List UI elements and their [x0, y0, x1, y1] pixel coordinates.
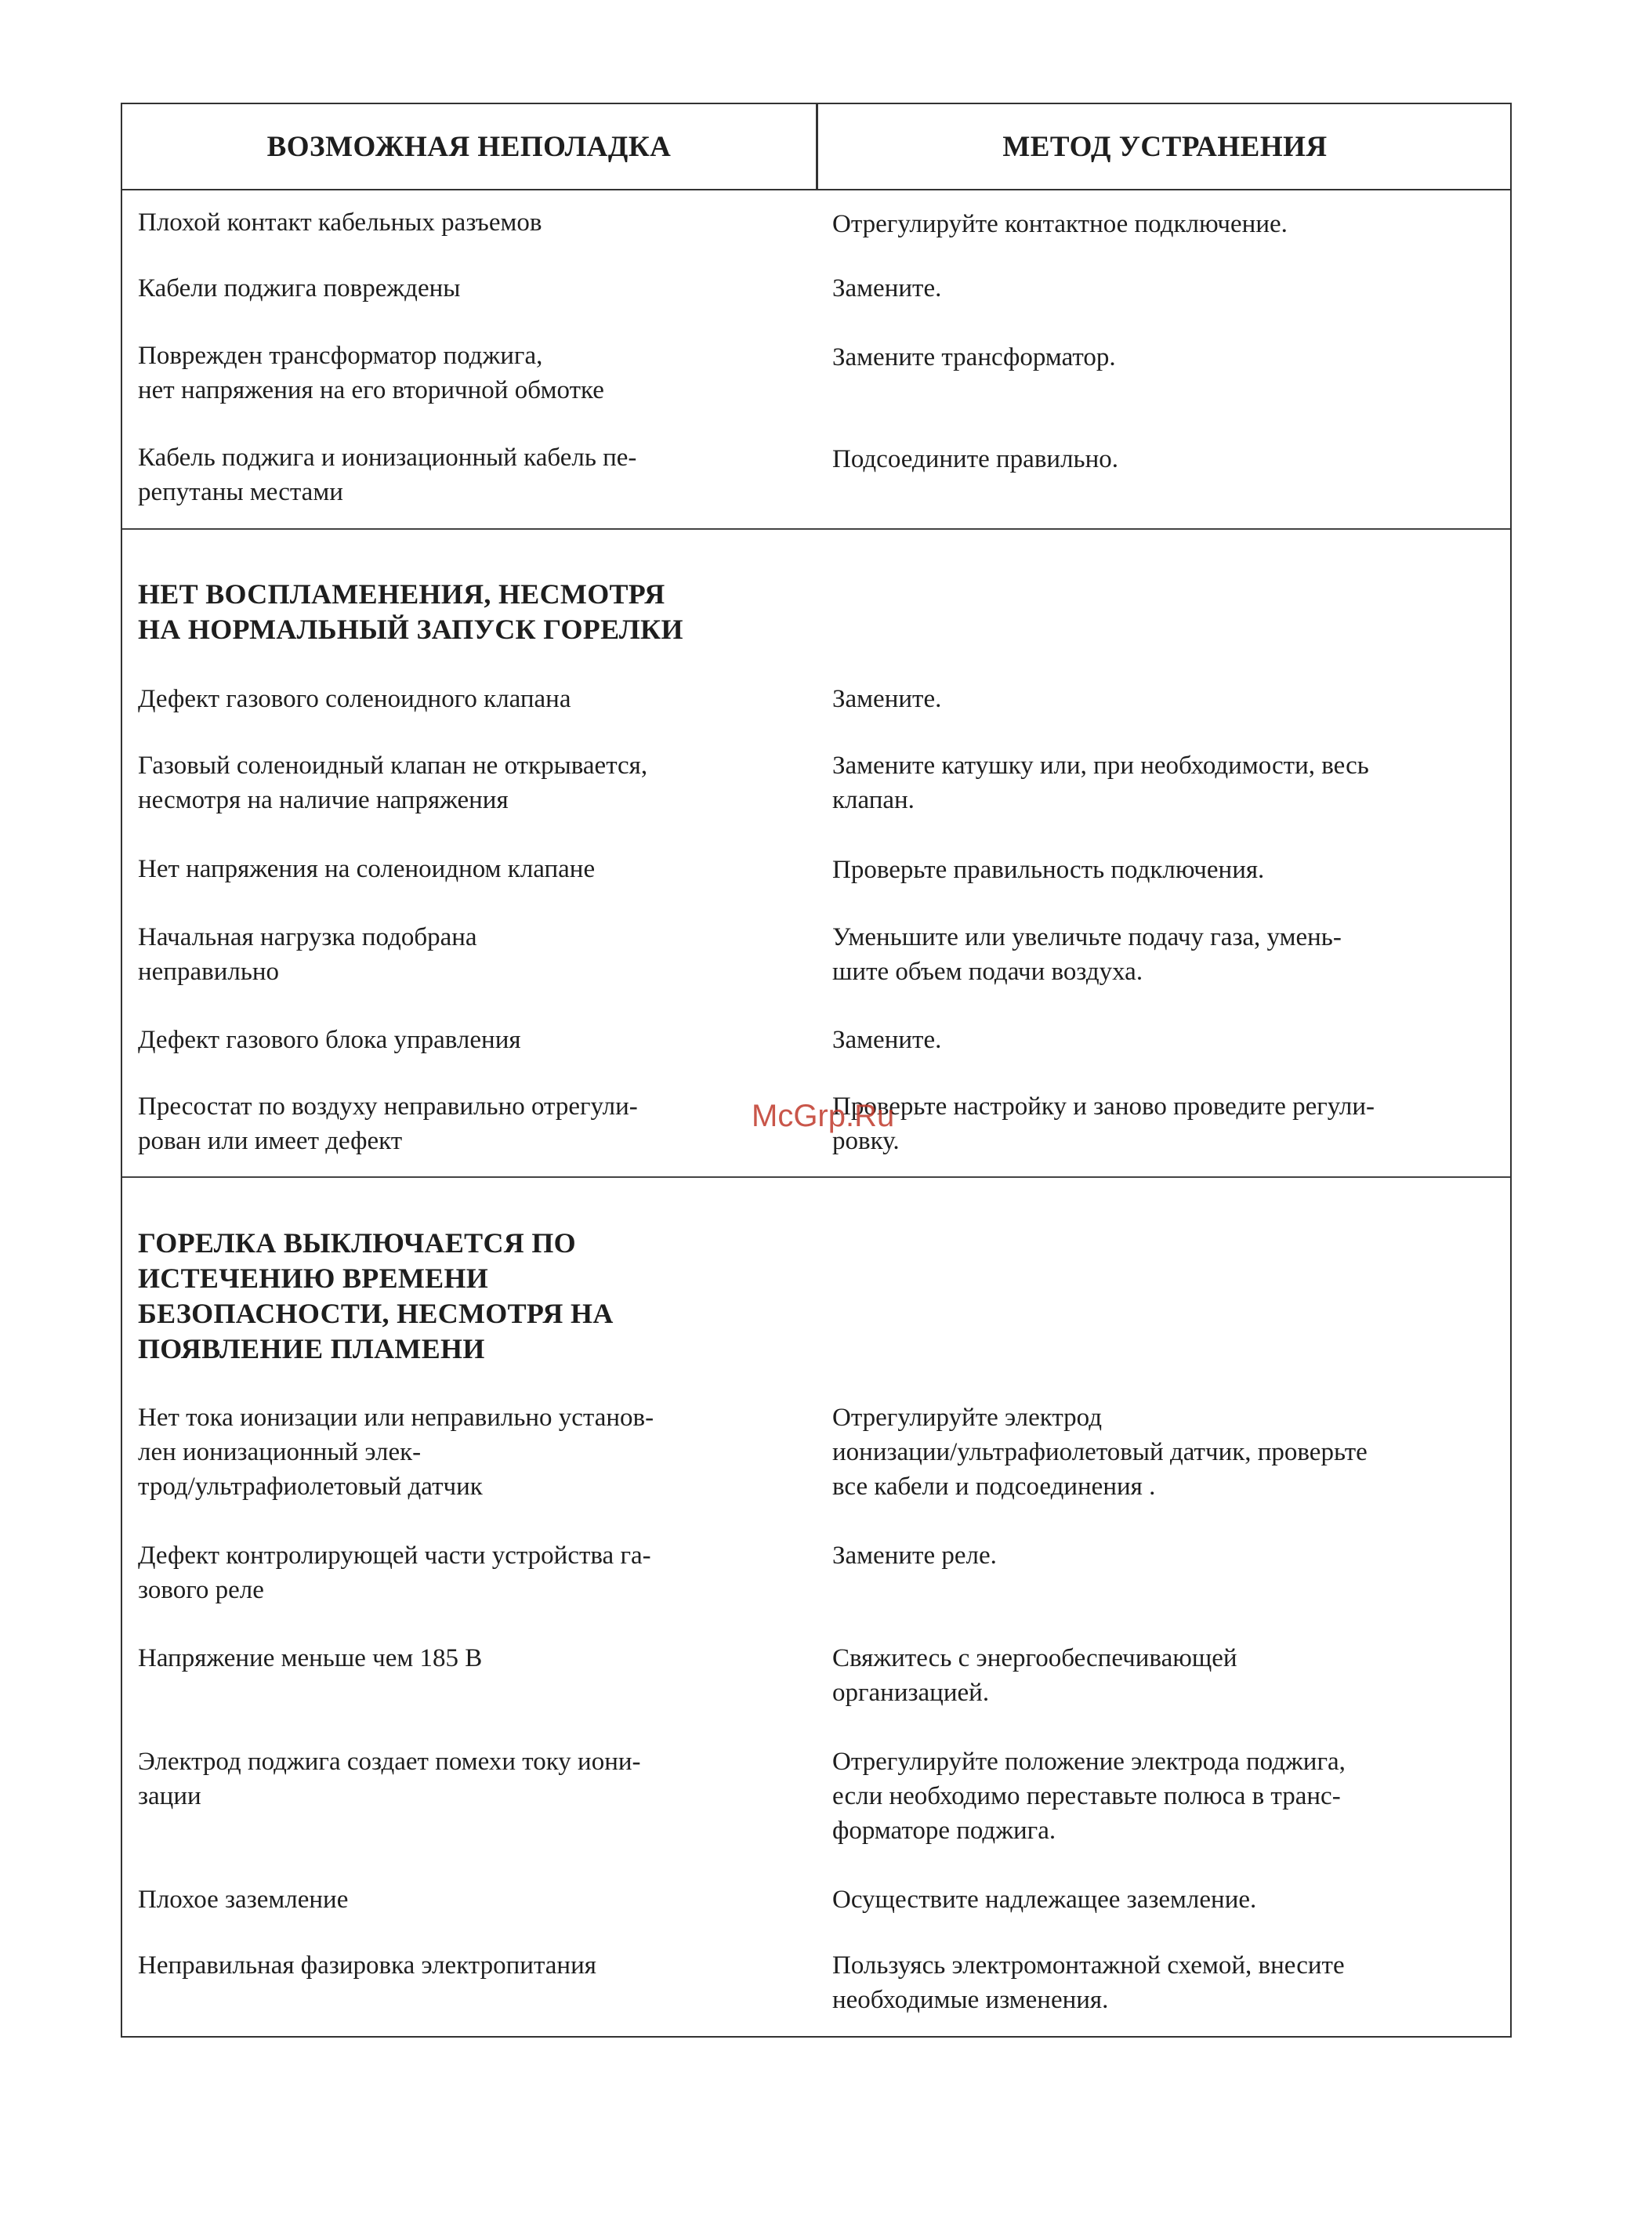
problem-text: Дефект газового соленоидного клапана [138, 685, 571, 713]
solution-text: Уменьшите или увеличьте подачу газа, умень- шите объем подачи воздуха. [832, 923, 1342, 986]
section-divider [122, 528, 1510, 530]
solution-text: Замените. [832, 685, 942, 713]
troubleshooting-table [121, 103, 1512, 2038]
solution-text: Проверьте настройку и заново проведите регули- ровку. [832, 1092, 1375, 1155]
problem-text: Поврежден трансформатор поджига, нет напряжения на его вторичной обмотке [138, 342, 604, 404]
solution-text: Осуществите надлежащее заземление. [832, 1886, 1257, 1914]
problem-text: Дефект газового блока управления [138, 1026, 521, 1054]
solution-column-header: МЕТОД УСТРАНЕНИЯ [1002, 130, 1328, 163]
solution-text: Замените реле. [832, 1542, 997, 1570]
solution-text: Замените. [832, 1026, 942, 1054]
problem-text: Нет напряжения на соленоидном клапане [138, 855, 596, 883]
solution-text: Свяжитесь с энергообеспечивающей организацией. [832, 1644, 1237, 1707]
section-title: ГОРЕЛКА ВЫКЛЮЧАЕТСЯ ПО ИСТЕЧЕНИЮ ВРЕМЕНИ БЕЗОПАСНОСТИ, НЕСМОТРЯ НА ПОЯВЛЕНИЕ ПЛАМЕНИ [138, 1227, 614, 1364]
problem-text: Плохой контакт кабельных разъемов [138, 208, 542, 237]
solution-text: Пользуясь электромонтажной схемой, внесите необходимые изменения. [832, 1951, 1345, 2014]
solution-text: Замените катушку или, при необходимости, весь клапан. [832, 752, 1369, 814]
problem-text: Дефект контролирующей части устройства га- зового реле [138, 1542, 651, 1604]
problem-text: Кабели поджига повреждены [138, 274, 461, 303]
problem-text: Электрод поджига создает помехи току иони- зации [138, 1748, 641, 1810]
solution-text: Отрегулируйте контактное подключение. [832, 210, 1288, 238]
problem-text: Напряжение меньше чем 185 В [138, 1644, 483, 1672]
problem-text: Неправильная фазировка электропитания [138, 1951, 596, 1980]
solution-text: Проверьте правильность подключения. [832, 856, 1265, 884]
problem-text: Газовый соленоидный клапан не открывается, несмотря на наличие напряжения [138, 752, 648, 814]
problem-text: Нет тока ионизации или неправильно установ- лен ионизационный элек- трод/ультрафиолетовый датчик [138, 1404, 654, 1501]
problem-text: Кабель поджига и ионизационный кабель пе- репутаны местами [138, 444, 637, 506]
solution-text: Отрегулируйте электрод ионизации/ультрафиолетовый датчик, проверьте все кабели и подсоединения . [832, 1404, 1368, 1501]
problem-text: Начальная нагрузка подобрана неправильно [138, 923, 477, 986]
solution-text: Подсоедините правильно. [832, 445, 1118, 473]
solution-text: Отрегулируйте положение электрода поджига, если необходимо переставьте полюса в транс- форматоре поджига. [832, 1748, 1346, 1845]
section-divider [122, 1176, 1510, 1178]
solution-text: Замените трансформатор. [832, 343, 1116, 371]
solution-text: Замените. [832, 274, 942, 303]
watermark: McGrp.Ru [752, 1099, 895, 1133]
problem-text: Плохое заземление [138, 1886, 349, 1914]
problem-text: Пресостат по воздуху неправильно отрегули- рован или имеет дефект [138, 1092, 638, 1155]
table-header [122, 104, 1510, 190]
problem-column-header: ВОЗМОЖНАЯ НЕПОЛАДКА [266, 130, 672, 163]
section-title: НЕТ ВОСПЛАМЕНЕНИЯ, НЕСМОТРЯ НА НОРМАЛЬНЫЙ ЗАПУСК ГОРЕЛКИ [138, 578, 683, 645]
